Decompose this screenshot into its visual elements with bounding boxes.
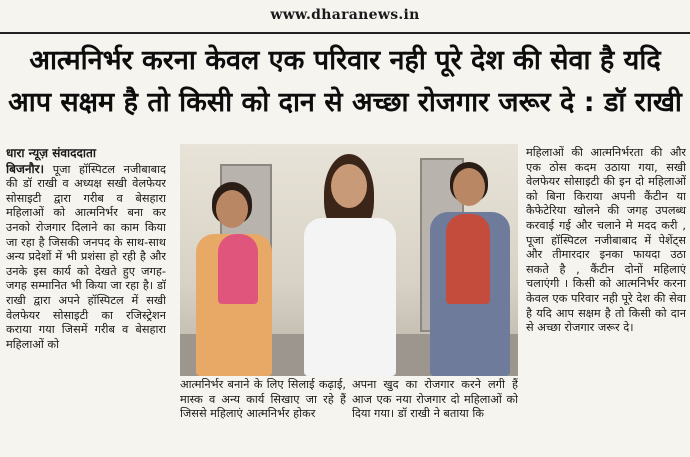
article-column-1 bbox=[6, 146, 166, 454]
woman-center-doctor bbox=[294, 154, 404, 376]
article-text-1: पूजा हॉस्पिटल नजीबाबाद की डॉ राखी व अध्यक्ष सखी वेलफेयर सोसाइटी द्वारा गरीब व बेसहारा महिलाओं को आत्मनिर्भर बना कर उनको रोजगार दिलाने का काम किया जा रहा है जिसकी जनपद के साथ-साथ अन्य प्रदेशों में भी प्रशंसा हो रही है और उनके इस कार्य को देखते हुए जगह-जगह सम्मानित भी किया जा रहा है। डॉ राखी द्वारा अपने हॉस्पिटल में सखी वेलफेयर सोसाइटी का रजिस्ट्रेशन कराया गया जिसमें गरीब व बेसहारा महिलाओं को bbox=[6, 162, 166, 351]
article-column-2: आत्मनिर्भर बनाने के लिए सिलाई कढ़ाई, मास्क व अन्य कार्य सिखाए जा रहे हैं जिससे महिलाएं आत्मनिर्भर होकर bbox=[180, 378, 346, 421]
dateline-place: बिजनौर। bbox=[6, 161, 45, 176]
headline-line-1: आत्मनिर्भर करना केवल एक परिवार नही पूरे देश की सेवा है यदि bbox=[29, 45, 661, 76]
site-url[interactable]: www.dharanews.in bbox=[270, 7, 420, 23]
woman-left bbox=[188, 182, 278, 376]
header-divider bbox=[0, 32, 690, 34]
site-header bbox=[0, 0, 690, 30]
woman-right bbox=[424, 162, 514, 376]
news-photo bbox=[180, 144, 518, 376]
article-column-4: महिलाओं की आत्मनिर्भरता की और एक ठोस कदम उठाया गया, सखी वेलफेयर सोसाइटी की इन दो महिलाओं को बिना किराया अपनी कैंटीन या कैफेटेरिया खोलने की जगह उपलब्ध करवाई गई और चलाने मे मदद करी , पूजा हॉस्पिटल नजीबाबाद में पेशेंट्स और तीमारदार इनका फायदा उठा सकते है , कैंटीन दोनों महिलाएं चलाएंगी । किसी को आत्मनिर्भर करना केवल एक परिवार नही पूरे देश की सेवा है यदि आप सक्षम है तो किसी को दान से अच्छा रोजगार जरूर दे। bbox=[526, 146, 686, 335]
dateline: धारा न्यूज़ संवाददाता bbox=[6, 146, 96, 160]
article-column-3: अपना खुद का रोजगार करने लगी हैं आज एक नया रोजगार दो महिलाओं को दिया गया। डॉ राखी ने बताया कि bbox=[352, 378, 518, 421]
headline bbox=[6, 40, 684, 124]
headline-line-2: आप सक्षम है तो किसी को दान से अच्छा रोजगार जरूर दे : डॉ राखी bbox=[8, 87, 682, 118]
